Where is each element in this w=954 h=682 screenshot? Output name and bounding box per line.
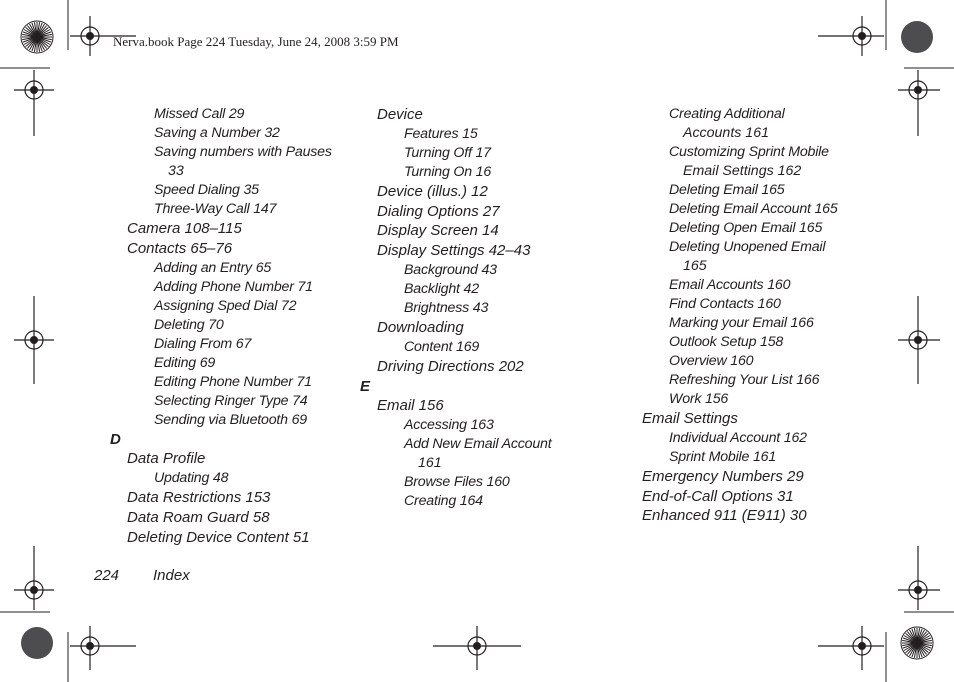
index-entry: Creating Additional <box>669 106 785 122</box>
index-entry: Features 15 <box>404 125 478 142</box>
index-entry: Device (illus.) 12 <box>377 182 488 200</box>
index-entry: Email 156 <box>377 397 444 415</box>
index-entry: Deleting Email 165 <box>669 182 785 198</box>
index-entry: Overview 160 <box>669 353 754 369</box>
page-number: 224 <box>94 567 120 584</box>
index-entry: 161 <box>418 455 442 472</box>
index-entry: Updating 48 <box>154 470 229 487</box>
index-entry: Data Roam Guard 58 <box>127 508 270 526</box>
index-entry: Find Contacts 160 <box>669 296 781 312</box>
index-entry: Dialing From 67 <box>154 335 252 352</box>
index-entry: Work 156 <box>669 391 729 407</box>
index-entry: Creating 164 <box>404 493 483 510</box>
index-entry: Device <box>377 106 423 123</box>
index-entry: Email Settings 162 <box>683 163 802 179</box>
index-column-2 <box>360 105 610 511</box>
index-entry: Editing 69 <box>154 354 216 371</box>
index-entry: Backlight 42 <box>404 280 479 297</box>
index-entry: Missed Call 29 <box>154 106 245 122</box>
print-header: Nerva.book Page 224 Tuesday, June 24, 2008 3:59 PM <box>113 34 399 49</box>
index-entry: Individual Account 162 <box>669 429 807 446</box>
index-entry: Accessing 163 <box>404 417 494 434</box>
index-entry: Customizing Sprint Mobile <box>669 144 829 160</box>
index-entry: Sending via Bluetooth 69 <box>154 411 307 428</box>
index-entry: Browse Files 160 <box>404 474 510 491</box>
index-entry: Downloading <box>377 318 464 336</box>
index-entry: Three-Way Call 147 <box>154 201 277 217</box>
index-entry: Add New Email Account <box>404 436 552 453</box>
index-column-1 <box>110 105 350 548</box>
index-entry: Outlook Setup 158 <box>669 334 784 350</box>
index-entry: Assigning Sped Dial 72 <box>154 297 297 314</box>
index-section-letter: D <box>110 430 121 448</box>
index-entry: Saving numbers with Pauses <box>154 144 332 160</box>
index-entry: Accounts 161 <box>683 125 769 141</box>
index-entry: Contacts 65–76 <box>127 239 233 257</box>
index-column-3 <box>625 105 865 526</box>
index-entry: Background 43 <box>404 261 497 278</box>
index-entry: Data Restrictions 153 <box>127 489 271 507</box>
index-entry: Dialing Options 27 <box>377 202 500 220</box>
index-entry: 165 <box>683 258 707 274</box>
index-entry: Display Screen 14 <box>377 222 499 240</box>
index-entry: Deleting 70 <box>154 316 224 333</box>
index-entry: Turning On 16 <box>404 163 492 180</box>
index-entry: Marking your Email 166 <box>669 315 814 331</box>
index-entry: Speed Dialing 35 <box>154 182 259 198</box>
index-entry: End-of-Call Options 31 <box>642 487 794 505</box>
index-entry: Display Settings 42–43 <box>377 242 531 260</box>
index-entry: Refreshing Your List 166 <box>669 372 820 388</box>
index-entry: Driving Directions 202 <box>377 357 524 375</box>
section-name: Index <box>153 567 190 584</box>
index-entry: Saving a Number 32 <box>154 125 280 141</box>
index-entry: Email Settings <box>642 410 738 427</box>
index-entry: Deleting Email Account 165 <box>669 201 838 217</box>
index-entry: Adding an Entry 65 <box>154 259 272 276</box>
index-entry: Deleting Unopened Email <box>669 239 826 255</box>
index-entry: Data Profile <box>127 450 206 468</box>
index-entry: Content 169 <box>404 338 480 355</box>
index-section-letter: E <box>360 377 371 395</box>
index-entry: Brightness 43 <box>404 299 489 316</box>
index-entry: 33 <box>168 163 184 179</box>
index-entry: Selecting Ringer Type 74 <box>154 392 308 409</box>
index-entry: Enhanced 911 (E911) 30 <box>642 507 807 525</box>
index-entry: Camera 108–115 <box>127 220 242 237</box>
index-entry: Turning Off 17 <box>404 144 491 161</box>
index-entry: Editing Phone Number 71 <box>154 373 312 390</box>
index-entry: Deleting Device Content 51 <box>127 528 310 546</box>
index-entry: Sprint Mobile 161 <box>669 448 777 465</box>
index-entry: Adding Phone Number 71 <box>154 278 313 295</box>
index-entry: Email Accounts 160 <box>669 277 791 293</box>
index-entry: Emergency Numbers 29 <box>642 467 804 485</box>
index-entry: Deleting Open Email 165 <box>669 220 823 236</box>
